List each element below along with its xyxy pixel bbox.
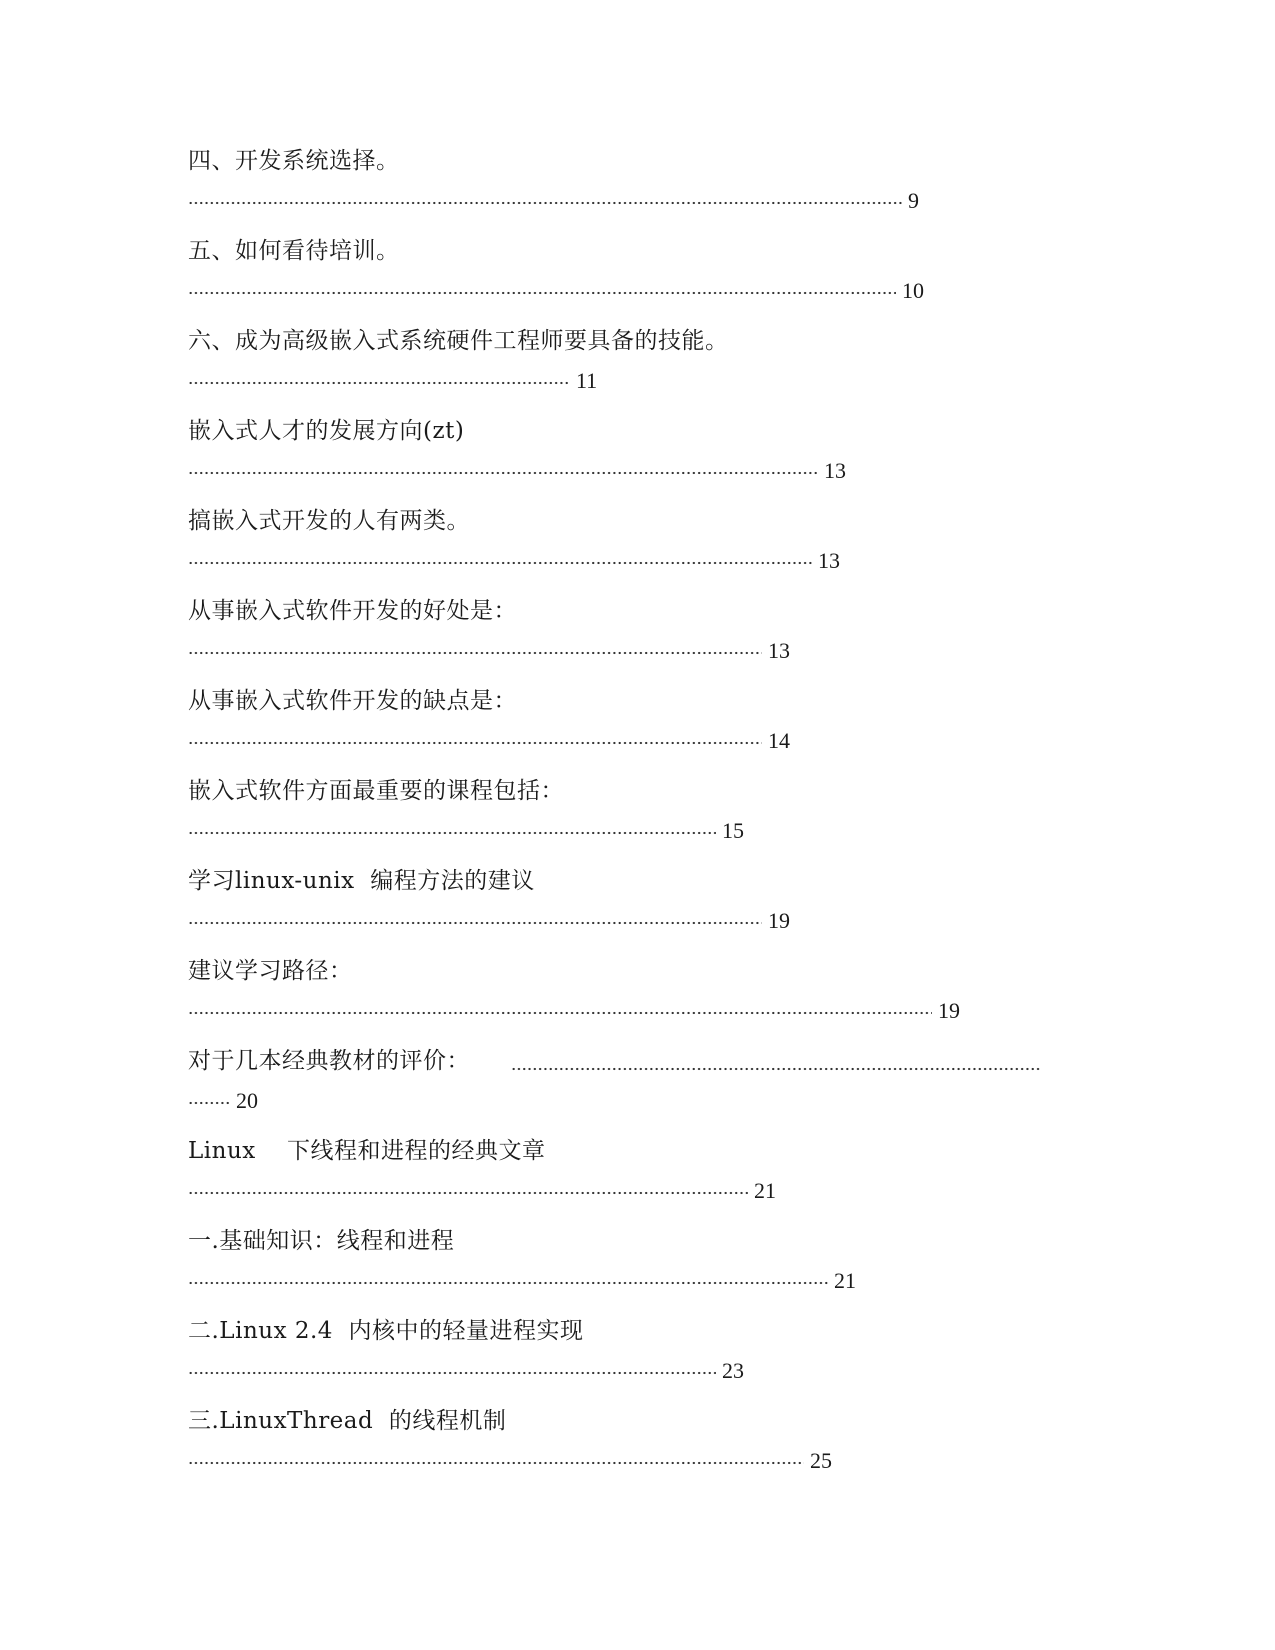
- dot-leader: [188, 1080, 230, 1108]
- dot-leader: [188, 1260, 828, 1288]
- toc-leader: [188, 540, 840, 573]
- toc-entry[interactable]: [188, 1406, 1088, 1496]
- toc-entry-title: Linux 下线程和进程的经典文章: [188, 1138, 546, 1164]
- toc-entry-title: 从事嵌入式软件开发的好处是：: [188, 598, 517, 624]
- dot-leader: [188, 810, 716, 838]
- toc-leader: [188, 360, 598, 393]
- toc-entry[interactable]: [188, 776, 1088, 866]
- toc-entry-title: 学习linux-unix 编程方法的建议: [188, 868, 535, 894]
- toc-leader: [188, 1260, 856, 1293]
- toc-entry[interactable]: [188, 956, 1088, 1046]
- toc-page-number: 9: [908, 188, 919, 213]
- toc-page-number: 11: [576, 368, 598, 393]
- toc-entry-title: 四、开发系统选择。: [188, 148, 400, 174]
- dot-leader: [188, 630, 762, 658]
- toc-page-number: 19: [938, 998, 960, 1023]
- dot-leader: [188, 990, 932, 1018]
- toc-leader: [188, 450, 846, 483]
- table-of-contents: [188, 146, 1088, 1496]
- dot-leader: [188, 270, 896, 298]
- dot-leader: [188, 720, 762, 748]
- toc-entry[interactable]: [188, 1136, 1088, 1226]
- dot-leader: [511, 1046, 1042, 1074]
- toc-leader: [188, 630, 790, 663]
- toc-leader: [188, 1170, 776, 1203]
- toc-entry[interactable]: [188, 416, 1088, 506]
- toc-page-number: 13: [818, 548, 840, 573]
- toc-page-number: 25: [810, 1448, 832, 1473]
- toc-leader: [188, 900, 790, 933]
- toc-page-number: 21: [754, 1178, 776, 1203]
- toc-entry[interactable]: [188, 326, 1088, 416]
- toc-entry[interactable]: [188, 1046, 1088, 1136]
- toc-entry[interactable]: [188, 1226, 1088, 1316]
- toc-entry[interactable]: [188, 506, 1088, 596]
- toc-entry-title: 建议学习路径：: [188, 958, 353, 984]
- toc-entry-title: 二.Linux 2.4 内核中的轻量进程实现: [188, 1318, 584, 1344]
- toc-entry[interactable]: [188, 596, 1088, 686]
- toc-page-number: 19: [768, 908, 790, 933]
- toc-page-number: 21: [834, 1268, 856, 1293]
- toc-leader: [188, 1440, 832, 1473]
- toc-page-number: 14: [768, 728, 790, 753]
- toc-entry-title: 嵌入式人才的发展方向(zt): [188, 418, 465, 444]
- toc-page-number: 13: [824, 458, 846, 483]
- toc-entry-title: 搞嵌入式开发的人有两类。: [188, 508, 470, 534]
- toc-leader: [188, 1350, 744, 1383]
- dot-leader: [188, 360, 570, 388]
- toc-entry[interactable]: [188, 1316, 1088, 1406]
- dot-leader: [188, 1350, 716, 1378]
- toc-entry-title: 对于几本经典教材的评价：: [188, 1048, 470, 1074]
- dot-leader: [188, 1440, 804, 1468]
- toc-leader: [188, 810, 744, 843]
- toc-leader: [188, 180, 919, 213]
- toc-entry[interactable]: [188, 146, 1088, 236]
- toc-page-number: 15: [722, 818, 744, 843]
- toc-leader: [188, 1080, 258, 1113]
- toc-entry[interactable]: [188, 686, 1088, 776]
- toc-entry-title: 从事嵌入式软件开发的缺点是：: [188, 688, 517, 714]
- toc-entry-title: 嵌入式软件方面最重要的课程包括：: [188, 778, 564, 804]
- toc-entry-title: 三.LinuxThread 的线程机制: [188, 1408, 507, 1434]
- toc-entry[interactable]: [188, 866, 1088, 956]
- toc-page-number: 10: [902, 278, 924, 303]
- dot-leader: [188, 180, 902, 208]
- toc-entry-title: 五、如何看待培训。: [188, 238, 400, 264]
- toc-entry[interactable]: [188, 236, 1088, 326]
- toc-leader: [188, 720, 790, 753]
- toc-page-number: 23: [722, 1358, 744, 1383]
- dot-leader: [188, 1170, 748, 1198]
- dot-leader: [188, 450, 818, 478]
- toc-entry-title: 一.基础知识：线程和进程: [188, 1228, 455, 1254]
- dot-leader: [188, 540, 812, 568]
- toc-entry-title: 六、成为高级嵌入式系统硬件工程师要具备的技能。: [188, 328, 729, 354]
- toc-leader: [188, 270, 924, 303]
- dot-leader: [188, 900, 762, 928]
- toc-page-number: 13: [768, 638, 790, 663]
- toc-page-number: 20: [236, 1088, 258, 1113]
- toc-leader: [188, 990, 960, 1023]
